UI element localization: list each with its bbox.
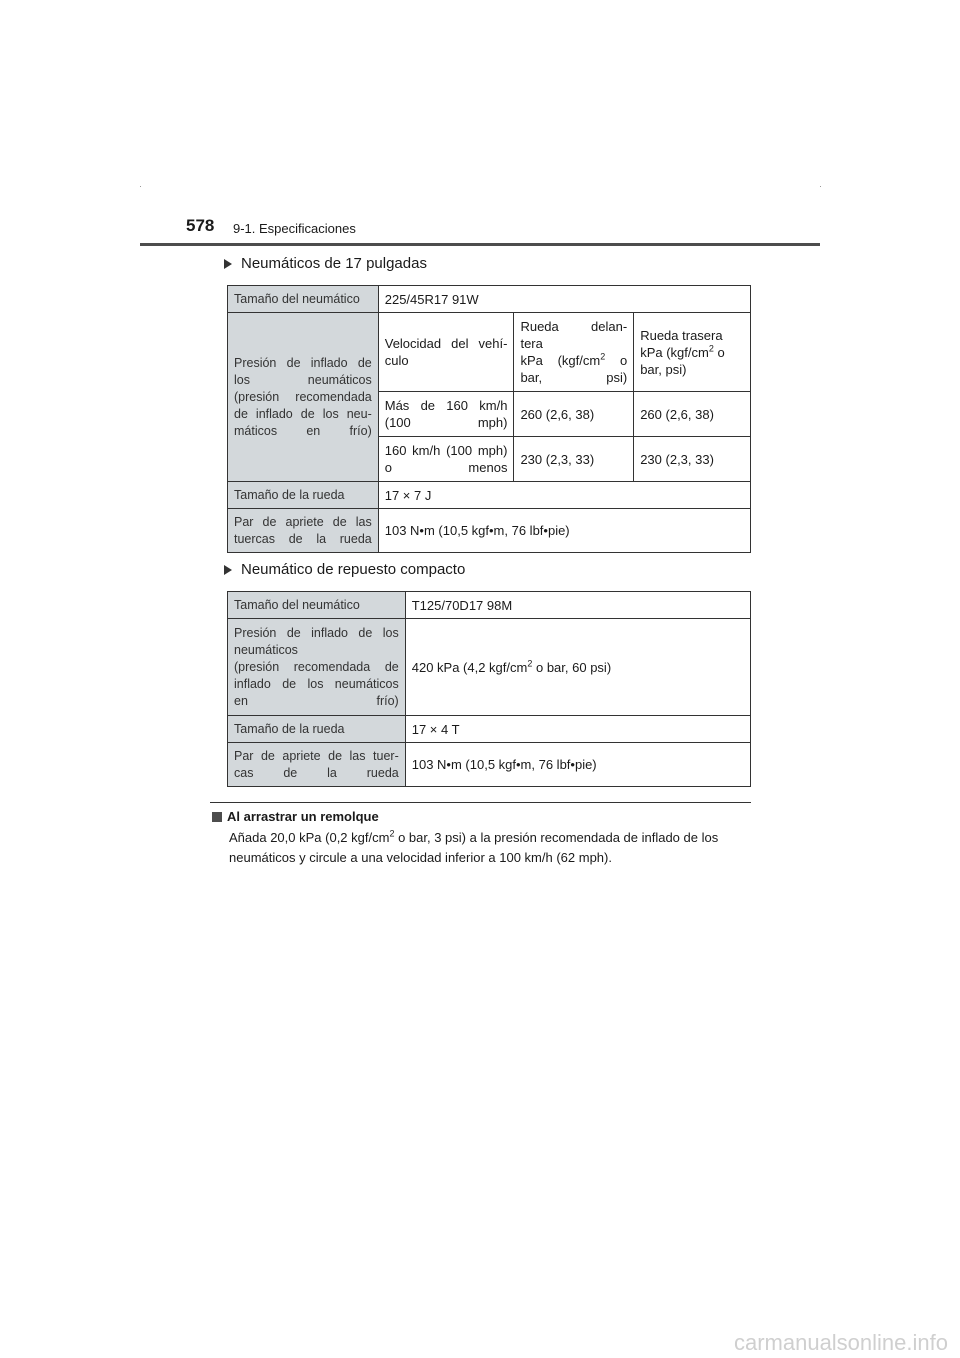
torque-label [228,743,406,787]
torque-label-line: cas de la rueda [234,765,399,780]
torque-value: 103 N•m (10,5 kgf•m, 76 lbf•pie) [378,509,750,553]
pressure-label-line: de inflado de los neu- [234,406,372,421]
subheading-compact-spare [224,561,465,578]
wheel-size-label: Tamaño de la rueda [228,482,379,509]
note-body [229,828,751,868]
pressure-label-line: máticos en frío) [234,423,372,438]
speed-cell [378,392,514,437]
speed-line: o menos [384,460,508,475]
torque-label-line: Par de apriete de las [234,514,372,529]
front-header-line: bar, psi) [520,370,628,385]
pressure-label [228,313,379,482]
table-row [228,592,751,619]
pressure-value-text: o bar, 60 psi) [532,659,612,675]
front-header-line: kPa (kgf/cm [520,353,601,368]
tire-size-label: Tamaño del neumático [228,592,406,619]
speed-header [378,313,514,392]
pressure-value-text: 420 kPa (4,2 kgf/cm [411,659,528,675]
pressure-label-line: inflado de los neumáticos [234,676,399,691]
wheel-size-value: 17 × 4 T [405,716,750,743]
superscript: 2 [389,828,395,839]
pressure-value [405,619,750,716]
torque-value: 103 N•m (10,5 kgf•m, 76 lbf•pie) [405,743,750,787]
pressure-label-line: (presión recomendada de [234,659,399,674]
pressure-label-line: en frío) [234,693,399,708]
tire-spec-table-compact [227,591,751,787]
note-text: Añada 20,0 kPa (0,2 kgf/cm [229,830,390,845]
superscript: 2 [708,343,714,354]
rear-header-line: kPa (kgf/cm [640,344,709,360]
pressure-label-line: los neumáticos [234,372,372,387]
square-bullet-icon [212,812,222,822]
arrow-bullet-icon [224,565,232,575]
speed-line: 160 km/h (100 mph) [384,443,508,458]
note-title: Al arrastrar un remolque [227,809,379,824]
tire-spec-table-17 [227,285,751,553]
subheading-17-inch [224,255,427,272]
tire-size-value: T125/70D17 98M [405,592,750,619]
rear-pressure-cell: 230 (2,3, 33) [634,437,751,482]
front-header-line: tera [520,336,543,351]
crop-mark-left [140,186,141,187]
table-row [228,286,751,313]
rear-pressure-cell: 260 (2,6, 38) [634,392,751,437]
note-heading [212,809,379,824]
torque-label-line: tuercas de la rueda [234,531,372,546]
crop-mark-right [820,186,821,187]
tire-size-label: Tamaño del neumático [228,286,379,313]
header-rule [140,243,820,246]
pressure-label-line: Presión de inflado de los [234,625,399,640]
rear-header-line: Rueda trasera [640,327,723,343]
table-row [228,509,751,553]
wheel-size-value: 17 × 7 J [378,482,750,509]
subheading-compact-spare-text: Neumático de repuesto compacto [241,561,466,578]
section-separator [210,802,751,803]
speed-cell [378,437,514,482]
table-row [228,482,751,509]
pressure-label-line: Presión de inflado de [234,355,372,370]
torque-label-line: Par de apriete de las tuer- [234,748,399,763]
arrow-bullet-icon [224,259,232,269]
speed-line: Más de 160 km/h [384,398,508,413]
tire-size-value: 225/45R17 91W [378,286,750,313]
front-header-line: Rueda delan- [520,319,628,334]
table-row [228,716,751,743]
rear-header-line: bar, psi) [640,361,687,377]
subheading-17-inch-text: Neumáticos de 17 pulgadas [241,255,427,272]
superscript: 2 [600,351,606,362]
front-header-line: o [605,353,628,368]
speed-header-line: culo [384,353,409,368]
torque-label [228,509,379,553]
front-wheel-header [514,313,634,392]
rear-wheel-header [634,313,751,392]
table-row [228,619,751,716]
speed-header-line: Velocidad del vehí- [384,336,508,351]
watermark: carmanualsonline.info [733,1330,948,1355]
table-row [228,313,751,392]
section-title: 9-1. Especificaciones [233,221,356,236]
pressure-label-line: neumáticos [234,642,298,657]
note-text: o bar, 3 psi) a la presión recomendada de inflado de los neumáticos y circule a una velocidad inferior a 100 km/h (62 mph). [229,830,719,865]
superscript: 2 [527,658,533,669]
front-pressure-cell: 260 (2,6, 38) [514,392,634,437]
pressure-label-line: (presión recomendada [234,389,372,404]
wheel-size-label: Tamaño de la rueda [228,716,406,743]
pressure-label [228,619,406,716]
front-pressure-cell: 230 (2,3, 33) [514,437,634,482]
speed-line: (100 mph) [384,415,508,430]
page-number: 578 [186,216,215,235]
table-row [228,743,751,787]
rear-header-line: o [713,344,725,360]
